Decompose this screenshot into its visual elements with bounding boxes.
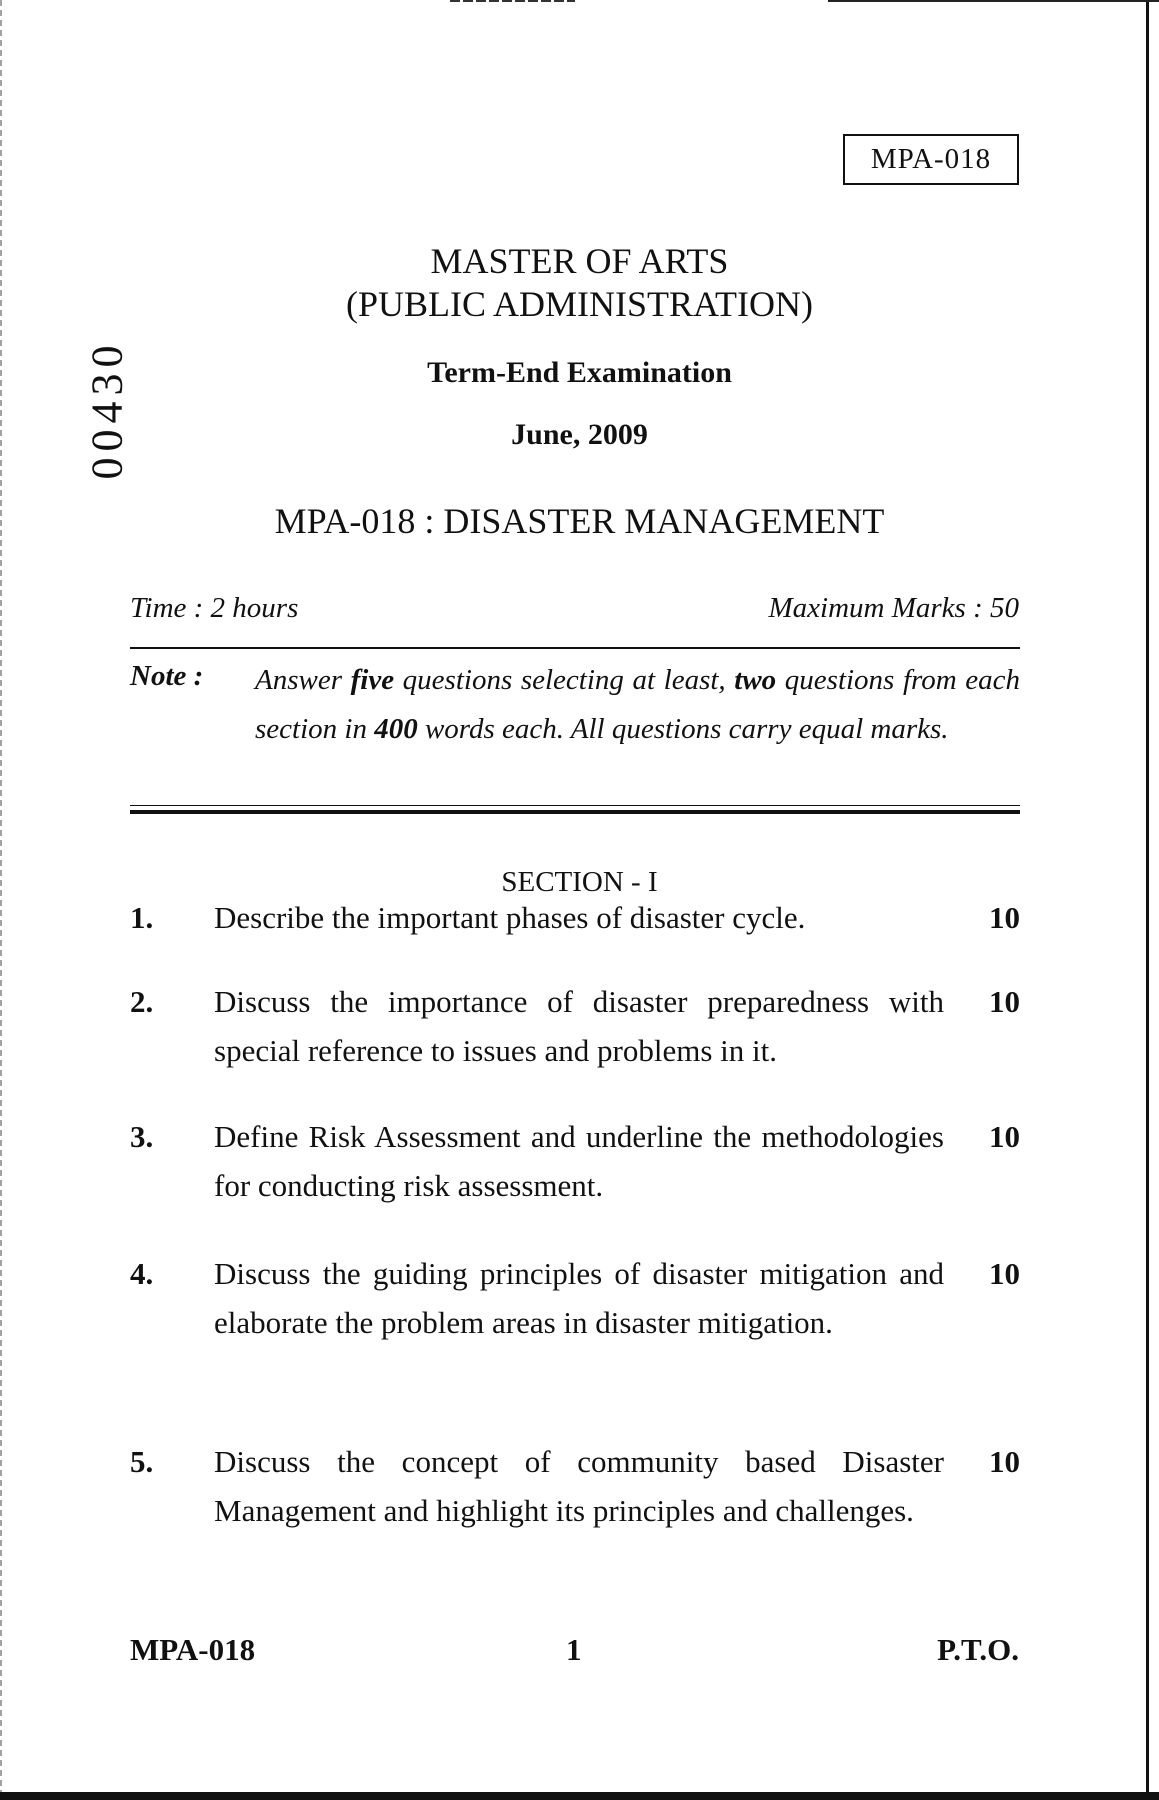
serial-number: 00430: [82, 339, 132, 480]
scan-top-dash: [450, 0, 575, 2]
course-title: MPA-018 : DISASTER MANAGEMENT: [274, 501, 885, 541]
question-marks: 10: [989, 1444, 1020, 1479]
question-number: 1.: [130, 900, 154, 935]
paper-code-box: MPA-018: [843, 134, 1019, 185]
maximum-marks: Maximum Marks : 50: [768, 592, 1019, 624]
note-text: Answer five questions selecting at least, two questions from each section in 400 words each. All questions carry equal marks.: [255, 664, 1020, 745]
divider: [130, 647, 1020, 649]
divider-thin: [130, 805, 1020, 806]
question-text: Describe the important phases of disaster cycle.: [214, 900, 806, 935]
question-text: Discuss the importance of disaster preparedness with special reference to issues and problems in it.: [214, 984, 944, 1068]
question-number: 5.: [130, 1444, 154, 1479]
degree-subtitle: (PUBLIC ADMINISTRATION): [346, 284, 813, 324]
page-number: 1: [566, 1632, 582, 1667]
question-text: Discuss the guiding principles of disaster mitigation and elaborate the problem areas in disaster mitigation.: [214, 1256, 944, 1340]
question-marks: 10: [989, 984, 1020, 1019]
question-number: 4.: [130, 1256, 154, 1291]
note-label: Note :: [130, 660, 204, 692]
question-marks: 10: [989, 1119, 1020, 1154]
scan-top-border: [828, 0, 1159, 2]
divider-thick: [130, 810, 1020, 814]
scan-bottom-border: [0, 1792, 1159, 1800]
question-marks: 10: [989, 900, 1020, 935]
question-number: 3.: [130, 1119, 154, 1154]
question-text: Define Risk Assessment and underline the methodologies for conducting risk assessment.: [214, 1119, 944, 1203]
degree-title: MASTER OF ARTS: [430, 241, 729, 281]
question-marks: 10: [989, 1256, 1020, 1291]
exam-name: Term-End Examination: [427, 356, 732, 389]
footer-paper-code: MPA-018: [130, 1632, 256, 1667]
please-turn-over: P.T.O.: [937, 1632, 1019, 1667]
question-number: 2.: [130, 984, 154, 1019]
section-title: SECTION - I: [501, 866, 658, 898]
exam-session: June, 2009: [511, 418, 648, 451]
time-allowed: Time : 2 hours: [130, 592, 299, 624]
question-text: Discuss the concept of community based Disaster Management and highlight its principles and challenges.: [214, 1444, 944, 1528]
